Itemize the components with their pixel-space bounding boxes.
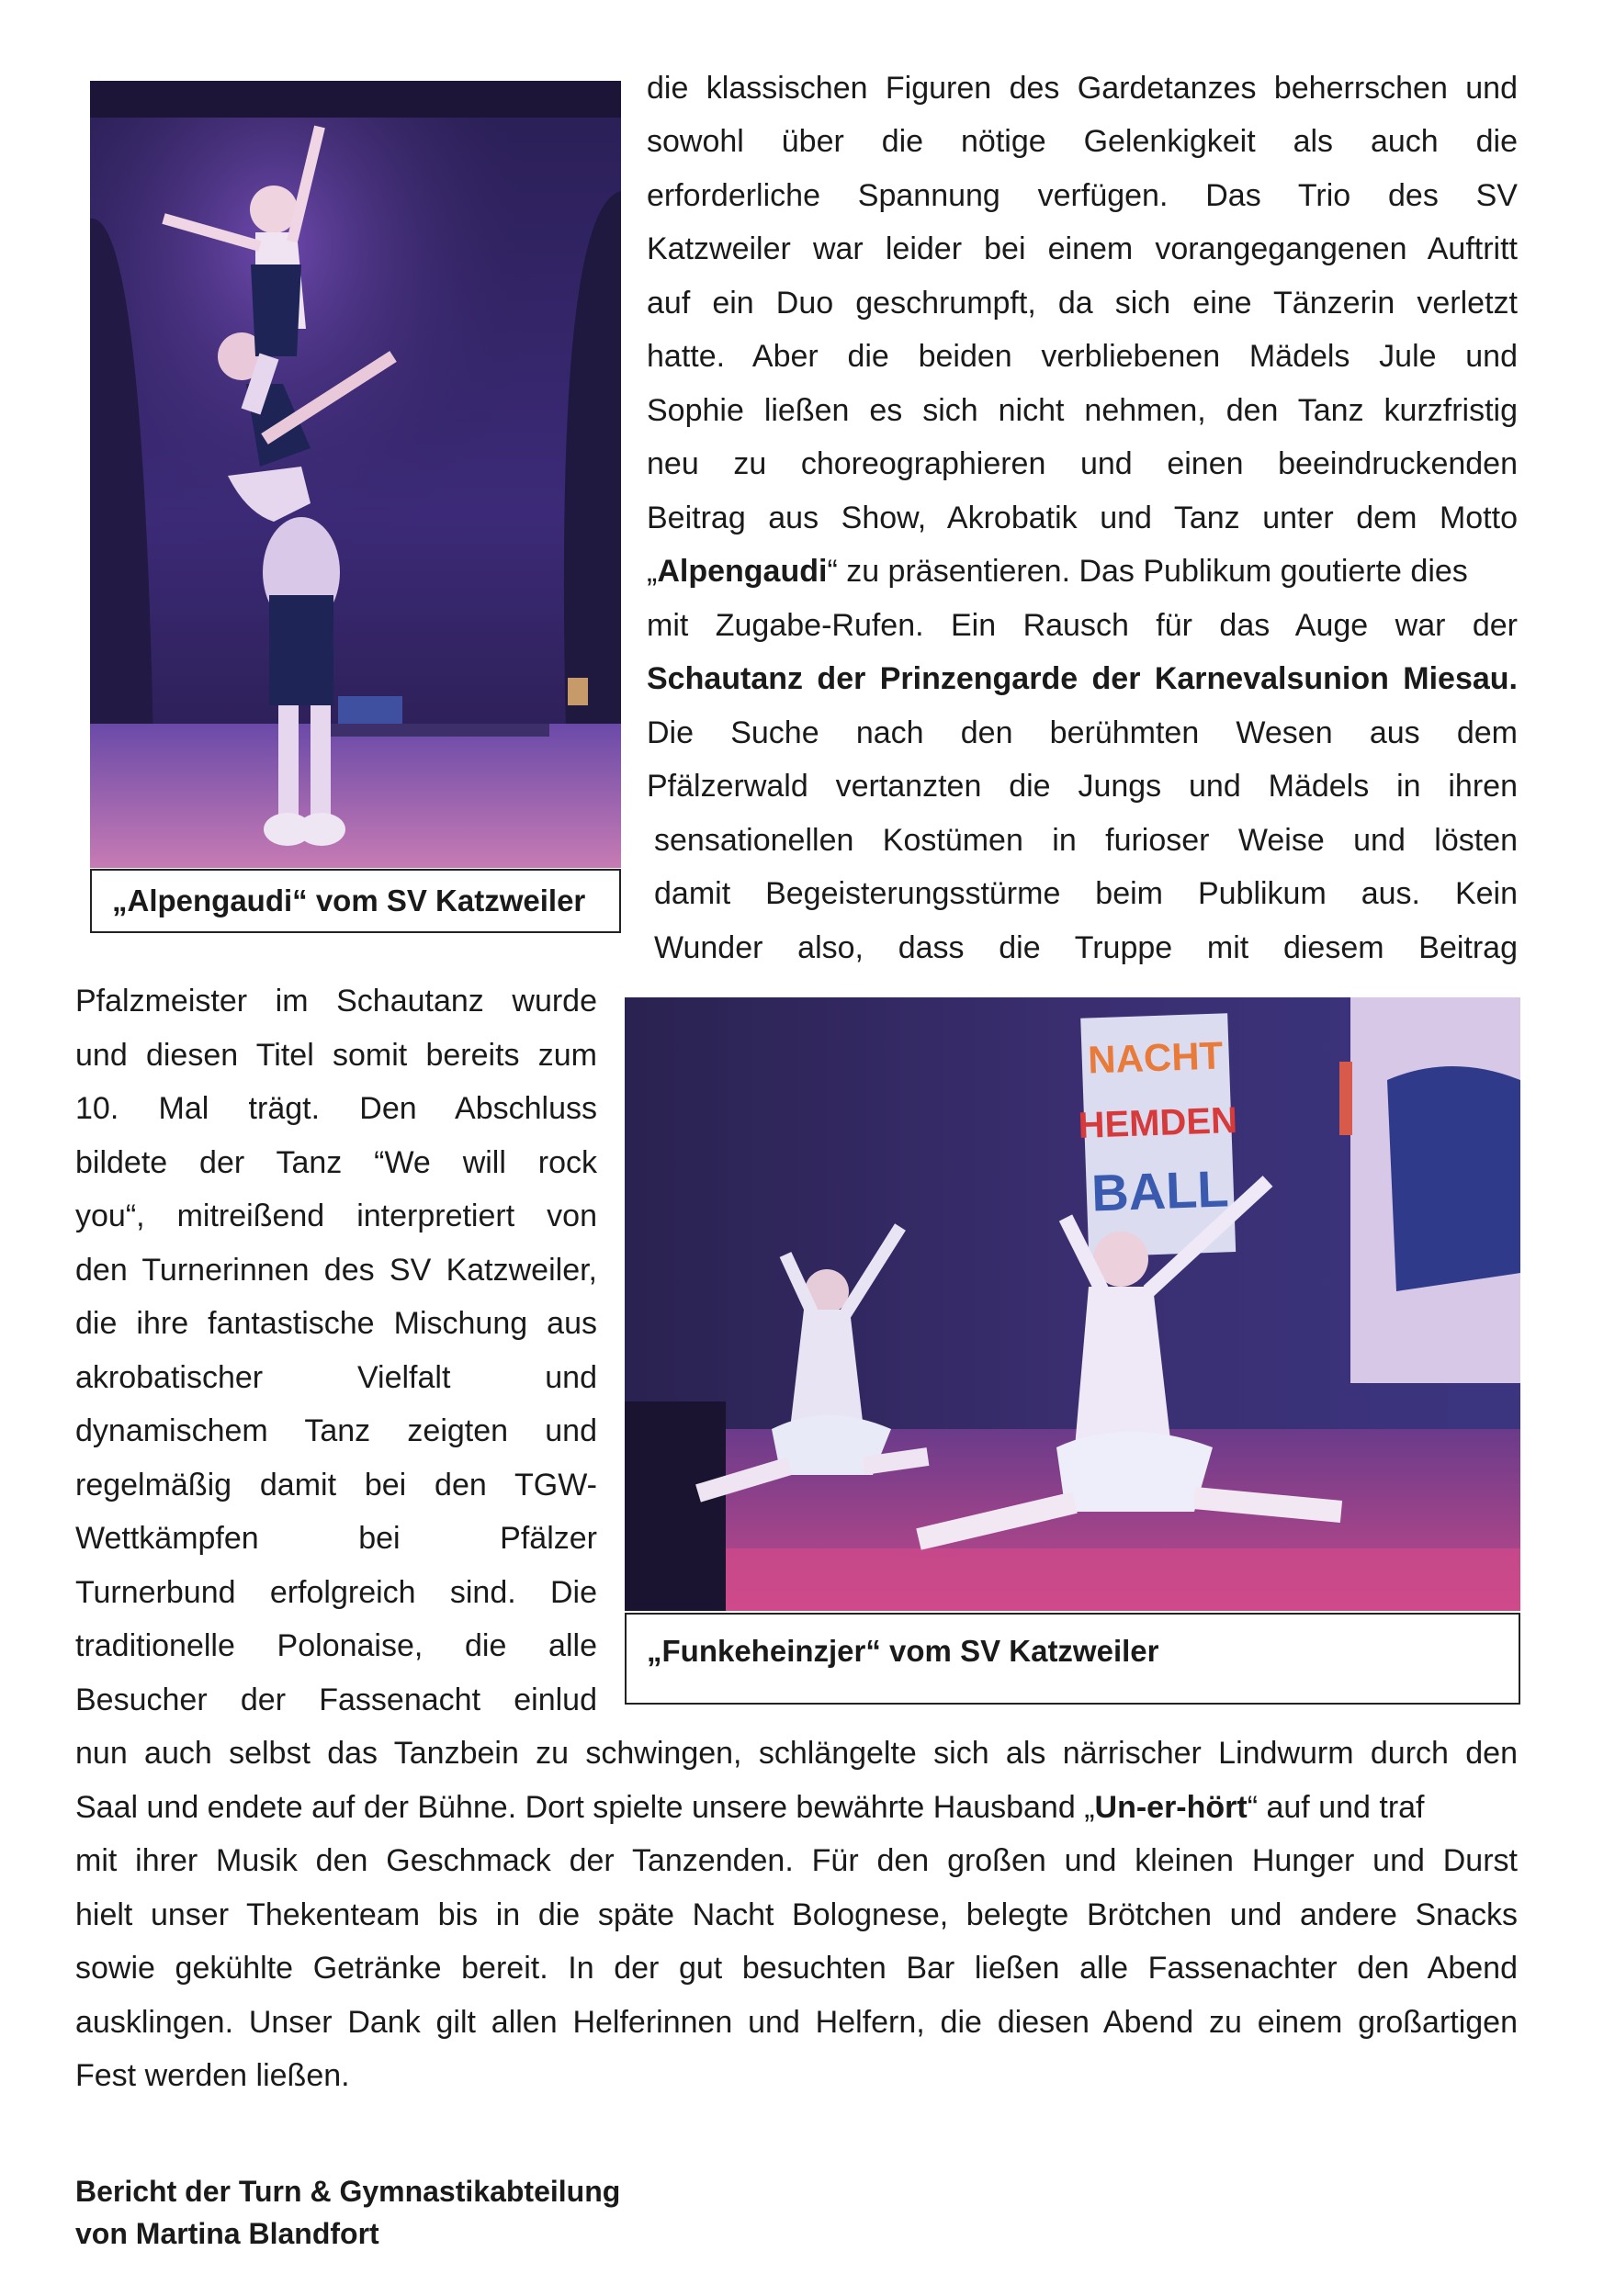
- text-line: die klassischen Figuren des Gardetanzes beherrschen und: [647, 71, 1518, 106]
- text-line: Turnerbund erfolgreich sind. Die: [75, 1575, 597, 1610]
- text-line: auf ein Duo geschrumpft, da sich eine Tänzerin verletzt: [647, 286, 1518, 321]
- text-line: bildete der Tanz “We will rock: [75, 1145, 597, 1180]
- text-line: sowohl über die nötige Gelenkigkeit als auch die: [647, 124, 1518, 159]
- photo-alpengaudi: [90, 81, 621, 868]
- text-line: you“, mitreißend interpretiert von: [75, 1199, 597, 1233]
- text-line: Pfälzerwald vertanzten die Jungs und Mädels in ihren: [647, 769, 1518, 804]
- text-line: Die Suche nach den berühmten Wesen aus dem: [647, 715, 1518, 750]
- author-line-2: von Martina Blandfort: [75, 2217, 379, 2250]
- text-line-hausband: [75, 1781, 1518, 1834]
- text-line: mit ihrer Musik den Geschmack der Tanzenden. Für den großen und kleinen Hunger und Durst: [75, 1843, 1518, 1878]
- text-line: Wettkämpfen bei Pfälzer: [75, 1521, 597, 1556]
- text-line: Pfalzmeister im Schautanz wurde: [75, 984, 597, 1019]
- text-line-alpengaudi: [647, 545, 1518, 598]
- text-line: sowie gekühlte Getränke bereit. In der gut besuchten Bar ließen alle Fassenachter den Abend: [75, 1951, 1518, 1986]
- text-line: erforderliche Spannung verfügen. Das Trio des SV: [647, 178, 1518, 213]
- text-line: ausklingen. Unser Dank gilt allen Helferinnen und Helfern, die diesen Abend zu einem großartigen: [75, 2005, 1518, 2040]
- text-line: nun auch selbst das Tanzbein zu schwingen, schlängelte sich als närrischer Lindwurm durch den: [75, 1736, 1518, 1771]
- text-line: hielt unser Thekenteam bis in die späte Nacht Bolognese, belegte Brötchen und andere Snacks: [75, 1897, 1518, 1932]
- text-line: regelmäßig damit bei den TGW-: [75, 1468, 597, 1503]
- quote-open: „: [647, 554, 658, 589]
- text-line: die ihre fantastische Mischung aus: [75, 1306, 597, 1341]
- text-line: Fest werden ließen.: [75, 2058, 350, 2093]
- text-line: Beitrag aus Show, Akrobatik und Tanz unter dem Motto: [647, 501, 1518, 535]
- band-name: Un-er-hört: [1094, 1790, 1248, 1825]
- text-line: damit Begeisterungsstürme beim Publikum aus. Kein: [654, 876, 1518, 911]
- text-line: traditionelle Polonaise, die alle: [75, 1628, 597, 1663]
- text-line: neu zu choreographieren und einen beeindruckenden: [647, 446, 1518, 481]
- text-line-rest: “ zu präsentieren. Das Publikum goutierte dies: [827, 554, 1468, 589]
- text-line: dynamischem Tanz zeigten und: [75, 1413, 597, 1448]
- text-line: den Turnerinnen des SV Katzweiler,: [75, 1253, 597, 1288]
- poster-line-1: NACHT: [1087, 1033, 1225, 1082]
- photo-alpengaudi-caption: „Alpengaudi“ vom SV Katzweiler: [90, 869, 621, 933]
- text-line: und diesen Titel somit bereits zum: [75, 1038, 597, 1073]
- text-line: 10. Mal trägt. Den Abschluss: [75, 1091, 597, 1126]
- text-line: Sophie ließen es sich nicht nehmen, den Tanz kurzfristig: [647, 393, 1518, 428]
- text-line: Besucher der Fassenacht einlud: [75, 1683, 597, 1717]
- photo-funkeheinzjer: [625, 997, 1520, 1611]
- text-line-rest: “ auf und traf: [1247, 1790, 1425, 1825]
- text-line: akrobatischer Vielfalt und: [75, 1360, 597, 1395]
- text-line: mit Zugabe-Rufen. Ein Rausch für das Auge war der: [647, 608, 1518, 643]
- photo-funkeheinzjer-caption: „Funkeheinzjer“ vom SV Katzweiler: [625, 1613, 1520, 1705]
- text-line-schautanz: Schautanz der Prinzengarde der Karnevalsunion Miesau.: [647, 661, 1518, 696]
- poster-line-2: HEMDEN: [1077, 1099, 1238, 1146]
- text-line-start: Saal und endete auf der Bühne. Dort spielte unsere bewährte Hausband „: [75, 1790, 1095, 1825]
- text-line: sensationellen Kostümen in furioser Weise und lösten: [654, 823, 1518, 858]
- motto-alpengaudi: Alpengaudi: [657, 554, 828, 589]
- poster-line-3: BALL: [1090, 1159, 1230, 1222]
- text-line: hatte. Aber die beiden verbliebenen Mädels Jule und: [647, 339, 1518, 374]
- author-line-1: Bericht der Turn & Gymnastikabteilung: [75, 2175, 621, 2208]
- text-line: Katzweiler war leider bei einem vorangegangenen Auftritt: [647, 231, 1518, 266]
- text-line: Wunder also, dass die Truppe mit diesem Beitrag: [654, 930, 1518, 965]
